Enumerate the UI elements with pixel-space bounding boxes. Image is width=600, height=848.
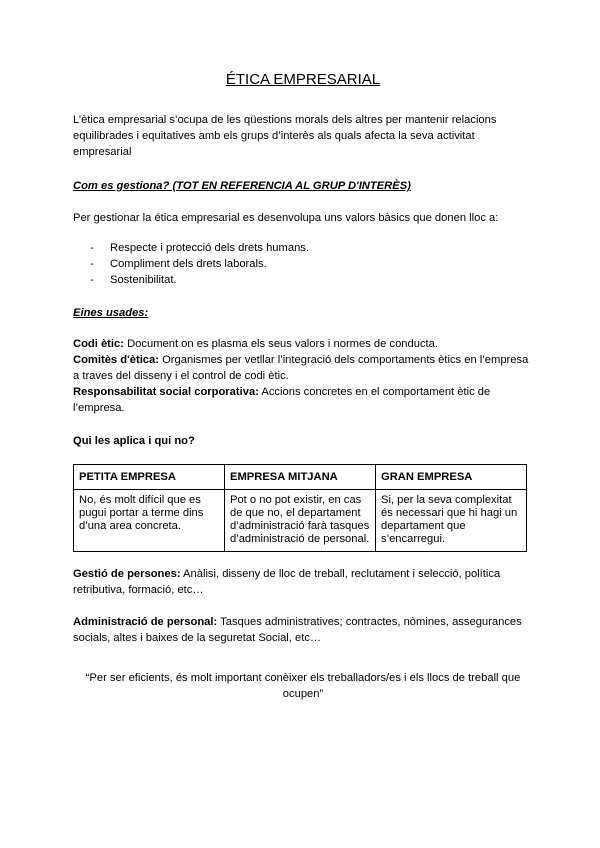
table-header-cell: PETITA EMPRESA (74, 465, 225, 490)
list-item: - Compliment dels drets laborals. (73, 256, 533, 272)
document-page (73, 70, 533, 702)
question-heading: Qui les aplica i qui no? (73, 435, 195, 447)
list-item: - Respecte i protecció dels drets humans. (73, 240, 533, 256)
definition-text: Accions concretes en el comportament ètic de l’empresa. (73, 386, 491, 414)
definition-gestio-persones (73, 566, 533, 598)
definition-term: Administració de personal: (73, 616, 218, 628)
definition-text: Anàlisi, disseny de lloc de treball, reclutament i selecció, política retributiva, formació, etc… (73, 568, 501, 596)
definition-rsc (73, 384, 533, 416)
definition-administracio-personal (73, 614, 533, 646)
definition-text: Document on es plasma els seus valors i normes de conducta. (123, 338, 438, 350)
closing-quote: “Per ser eficients, és molt important conèixer els treballadors/es i els llocs de treball que ocupen” (85, 672, 521, 700)
definition-codi-etic (73, 336, 533, 352)
table-cell: No, és molt difícil que es pugui portar a terme dins d’una area concreta. (74, 490, 225, 552)
table-row (74, 490, 527, 552)
definition-text: Tasques administratives; contractes, nòmines, assegurances socials, altes i baixes de la seguretat Social, etc… (73, 616, 522, 644)
table-header-cell: GRAN EMPRESA (376, 465, 527, 490)
definition-term: Comitès d'ètica: (73, 354, 159, 366)
definition-comites (73, 352, 533, 384)
company-size-table (73, 464, 527, 552)
table-header-cell: EMPRESA MITJANA (225, 465, 376, 490)
list-item: - Sostenibilitat. (73, 272, 533, 288)
tools-definitions (73, 336, 533, 416)
definition-term: Responsabilitat social corporativa: (73, 386, 259, 398)
intro-paragraph: L’ètica empresarial s’ocupa de les qüestions morals dels altres per mantenir relacions equilibrades i equitatives amb els grups d’interès als quals afecta la seva activitat empresarial (73, 114, 497, 158)
definition-term: Gestió de persones: (73, 568, 181, 580)
section-title-gestio: Com es gestiona? (TOT EN REFERENCIA AL GRUP D'INTERÈS) (73, 180, 411, 192)
table-header-row (74, 465, 527, 490)
section-title-eines: Eines usades: (73, 307, 149, 319)
definition-term: Codi ètic: (73, 338, 124, 350)
table-cell: Si, per la seva complexitat és necessari que hi hagi un departament que s’encarregui. (376, 490, 527, 552)
table-cell: Pot o no pot existir, en cas de que no, el departament d’administració farà tasques d’administració de personal. (225, 490, 376, 552)
document-title: ÉTICA EMPRESARIAL (225, 71, 381, 88)
section-paragraph: Per gestionar la ética empresarial es desenvolupa uns valors bàsics que donen lloc a: (73, 212, 499, 224)
values-list (73, 240, 533, 288)
definition-text: Organismes per vetllar l’integració dels comportaments ètics en l’empresa a traves del disseny i el control de codi ètic. (73, 354, 529, 382)
